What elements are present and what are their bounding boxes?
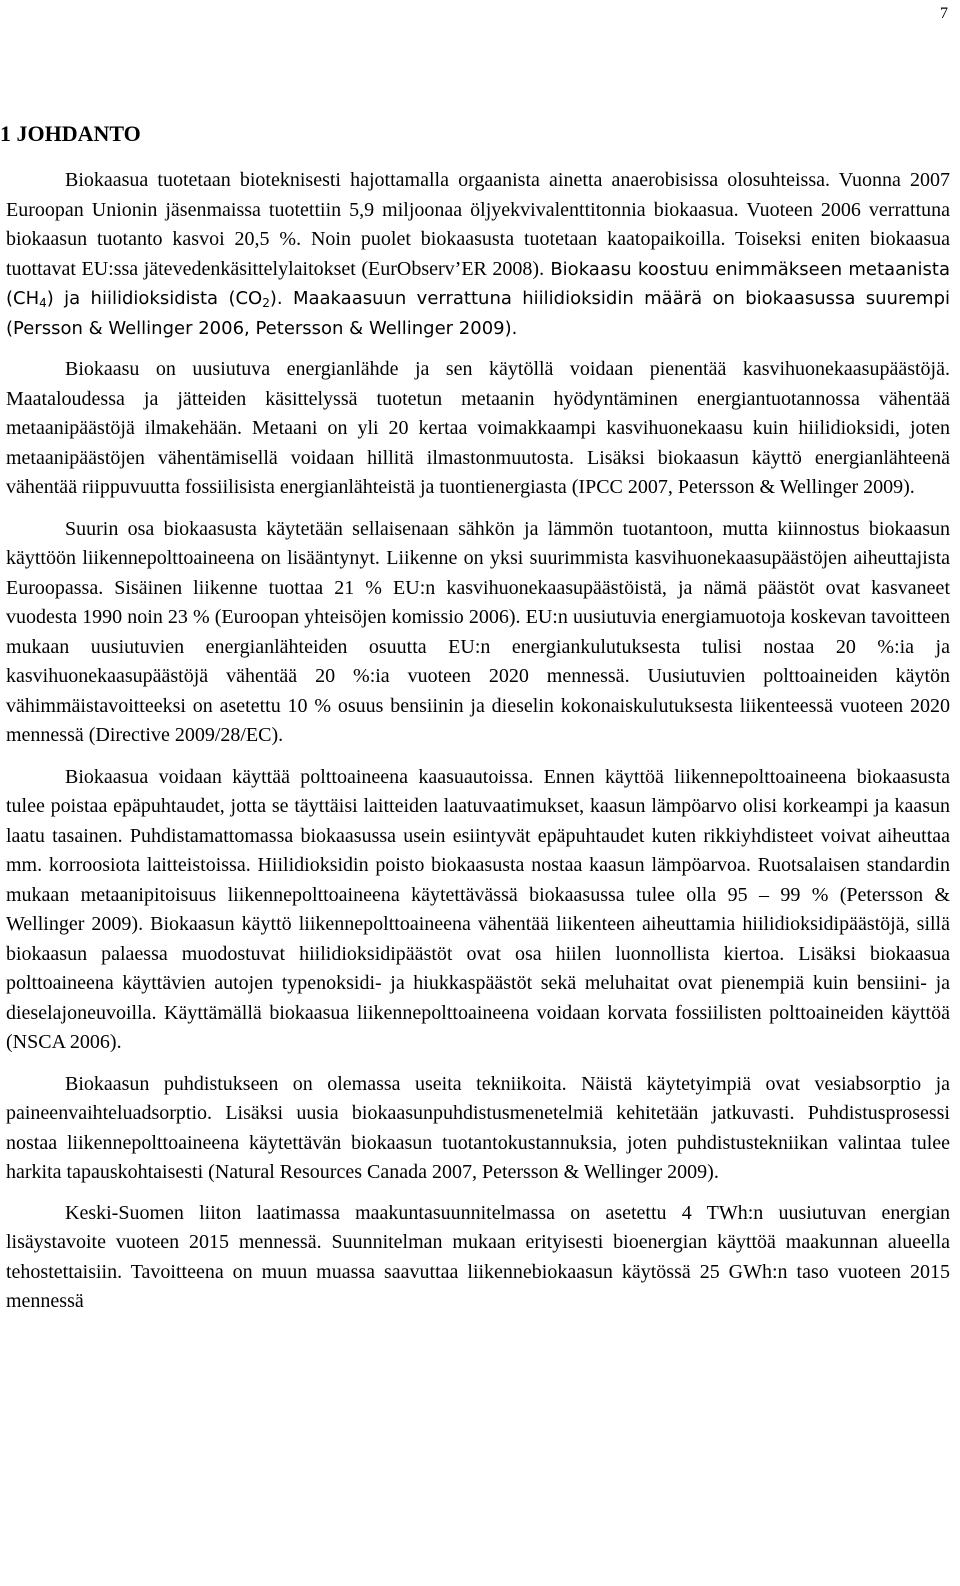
paragraph-renewable-energy: Biokaasu on uusiutuva energianlähde ja sen käytöllä voidaan pienentää kasvihuonekaasupäästöjä. Maataloudessa ja jätteiden käsittelyssä tuotetun metaanin hyödyntäminen energiantuotannossa vähentää metaanipäästöjä ilmakehään. Metaani on yli 20 kertaa voimakkaampi kasvihuonekaasu kuin hiilidioksidi, joten metaanipäästöjen vähentämisellä voidaan hillitä ilmastonmuutosta. Lisäksi biokaasun käyttö energianlähteenä vähentää riippuvuutta fossiilisista energianlähteistä ja tuontienergiasta (IPCC 2007, Petersson & Wellinger 2009). — [6, 358, 950, 498]
paragraph-intro — [6, 166, 950, 343]
composition-text-c: ). — [269, 288, 283, 309]
paragraph-vehicle-fuel: Biokaasua voidaan käyttää polttoaineena kaasuautoissa. Ennen käyttöä liikennepolttoaineena biokaasusta tulee poistaa epäpuhtaudet, jotta se täyttäisi laitteiden laatuvaatimukset, kaasun lämpöarvo olisi korkeampi ja kaasun laatu tasainen. Puhdistamattomassa biokaasussa usein esiintyvät epäpuhtaudet kuten rikkiyhdisteet voivat aiheuttaa mm. korroosiota laitteistoissa. Hiilidioksidin poisto biokaasusta nostaa kaasun lämpöarvoa. Ruotsalaisen standardin mukaan metaanipitoisuus liikennepolttoaineena käytettävässä biokaasussa tulee olla 95 – 99 % (Petersson & Wellinger 2009). Biokaasun käyttö liikennepolttoaineena vähentää liikenteen aiheuttamia hiilidioksidipäästöjä, sillä biokaasun palaessa muodostuvat hiilidioksidipäästöt ovat osa hiilen luonnollista kiertoa. Lisäksi biokaasua polttoaineena käyttävien autojen typenoksidi- ja hiukkaspäästöt sekä meluhaitat ovat pienempiä kuin bensiini- ja dieselajoneuvoilla. Käyttämällä biokaasua liikennepolttoaineena voidaan korvata fossiilisten polttoaineiden käyttöä (NSCA 2006). — [6, 765, 950, 1053]
subscript-4: 4 — [39, 296, 47, 310]
composition-text-a: Biokaasu koostuu enimmäkseen metaanista (CH — [6, 258, 950, 309]
body-text — [6, 166, 950, 1329]
paragraph-traffic-emissions: Suurin osa biokaasusta käytetään sellaisenaan sähkön ja lämmön tuotantoon, mutta kiinnostus biokaasun käyttöön liikennepolttoaineena on lisääntynyt. Liikenne on yksi suurimmista kasvihuonekaasupäästöjen aiheuttajista Euroopassa. Sisäinen liikenne tuottaa 21 % EU:n kasvihuonekaasupäästöistä, ja nämä päästöt ovat kasvaneet vuodesta 1990 noin 23 % (Euroopan yhteisöjen komissio 2006). EU:n uusiutuvia energiamuotoja koskevan tavoitteen mukaan uusiutuvien energianlähteiden osuutta EU:n energiankulutuksesta tulisi nostaa 20 %:ia ja kasvihuonekaasupäästöjä vähentää 20 %:ia vuoteen 2020 mennessä. Uusiutuvien polttoaineiden käytön vähimmäistavoitteeksi on asetettu 10 % osuus bensiinin ja dieselin kokonaiskulutuksesta liikenteessä vuoteen 2020 mennessä (Directive 2009/28/EC). — [6, 517, 950, 746]
page-number: 7 — [940, 5, 948, 22]
paragraph-intro-part1: Biokaasua tuotetaan bioteknisesti hajottamalla orgaanista ainetta anaerobisissa olosuhteissa. Vuonna 2007 Euroopan Unionin jäsenmaissa tuotettiin 5,9 miljoonaa öljyekvivalenttitonnia biokaasua. Vuoteen 2006 verrattuna biokaasun tuotanto kasvoi 20,5 %. Noin puolet biokaasusta tuotetaan kaatopaikoilla. Toiseksi eniten biokaasua tuottavat EU:ssa jätevedenkäsittelylaitokset (EurObserv’ER 2008). — [6, 169, 950, 280]
chapter-heading: 1 JOHDANTO — [0, 121, 141, 146]
composition-text-b: ) ja hiilidioksidista (CO — [46, 288, 263, 309]
paragraph-intro-part3: Maakaasuun verrattuna hiilidioksidin määrä on biokaasussa suurempi (Persson & Wellinger 2006, Petersson & Wellinger 2009). — [6, 288, 951, 339]
subscript-2: 2 — [262, 296, 270, 310]
paragraph-regional-plan: Keski-Suomen liiton laatimassa maakuntasuunnitelmassa on asetettu 4 TWh:n uusiutuvan energian lisäystavoite vuoteen 2015 mennessä. Suunnitelman mukaan erityisesti bioenergian käyttöä maakunnan alueella tehostettaisiin. Tavoitteena on muun muassa saavuttaa liikennebiokaasun käytössä 25 GWh:n taso vuoteen 2015 mennessä — [6, 1201, 950, 1312]
paragraph-purification: Biokaasun puhdistukseen on olemassa useita tekniikoita. Näistä käytetyimpiä ovat vesiabsorptio ja paineenvaihteluadsorptio. Lisäksi uusia biokaasunpuhdistusmenetelmiä kehitetään jatkuvasti. Puhdistusprosessi nostaa liikennepolttoaineena käytettävän biokaasun tuotantokustannuksia, joten puhdistustekniikan valintaa tulee harkita tapauskohtaisesti (Natural Resources Canada 2007, Petersson & Wellinger 2009). — [6, 1072, 950, 1183]
